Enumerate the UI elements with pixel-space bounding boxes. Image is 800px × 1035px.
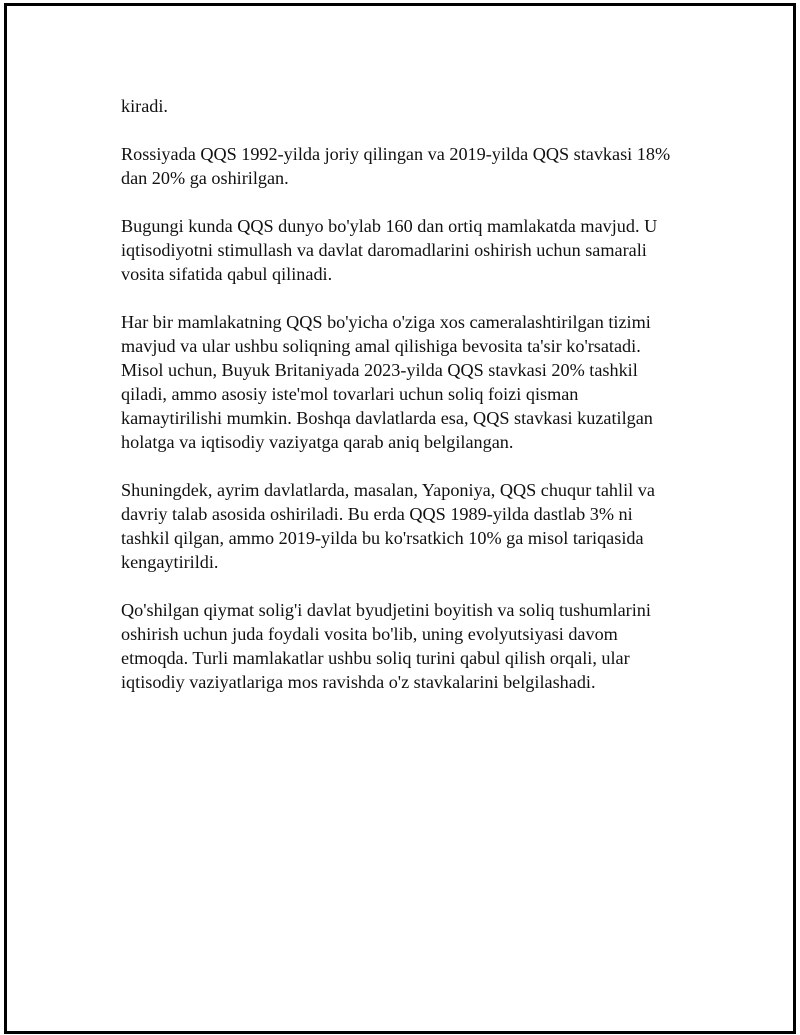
paragraph-conclusion: Qo'shilgan qiymat solig'i davlat byudjetini boyitish va soliq tushumlarini oshirish uchun juda foydali vosita bo'lib, uning evolyutsiyasi davom etmoqda. Turli mamlakatlar ushbu soliq turini qabul qilish orqali, ular iqtisodiy vaziyatlariga mos ravishda o'z stavkalarini belgilashadi. — [121, 600, 651, 692]
paragraph-japan: Shuningdek, ayrim davlatlarda, masalan, Yaponiya, QQS chuqur tahlil va davriy talab asosida oshiriladi. Bu erda QQS 1989-yilda dastlab 3% ni tashkil qilgan, ammo 2019-yilda bu ko'rsatkich 10% ga misol tariqasida kengaytirildi. — [121, 480, 655, 572]
paragraph-worldwide: Bugungi kunda QQS dunyo bo'ylab 160 dan ortiq mamlakatda mavjud. U iqtisodiyotni stimullash va davlat daromadlarini oshirish uchun samarali vosita sifatida qabul qilinadi. — [121, 216, 658, 284]
document-body — [121, 94, 711, 718]
paragraph-russia: Rossiyada QQS 1992-yilda joriy qilingan va 2019-yilda QQS stavkasi 18% dan 20% ga oshirilgan. — [121, 144, 671, 188]
paragraph-continuation: kiradi. — [121, 96, 168, 116]
paragraph-country-systems: Har bir mamlakatning QQS bo'yicha o'ziga xos cameralashtirilgan tizimi mavjud va ular ushbu soliqning amal qilishiga bevosita ta'sir ko'rsatadi. Misol uchun, Buyuk Britaniyada 2023-yilda QQS stavkasi 20% tashkil qiladi, ammo asosiy iste'mol tovarlari uchun soliq foizi qisman kamaytirilishi mumkin. Boshqa davlatlarda esa, QQS stavkasi kuzatilgan holatga va iqtisodiy vaziyatga qarab aniq belgilangan. — [121, 312, 653, 452]
document-page — [4, 3, 796, 1034]
